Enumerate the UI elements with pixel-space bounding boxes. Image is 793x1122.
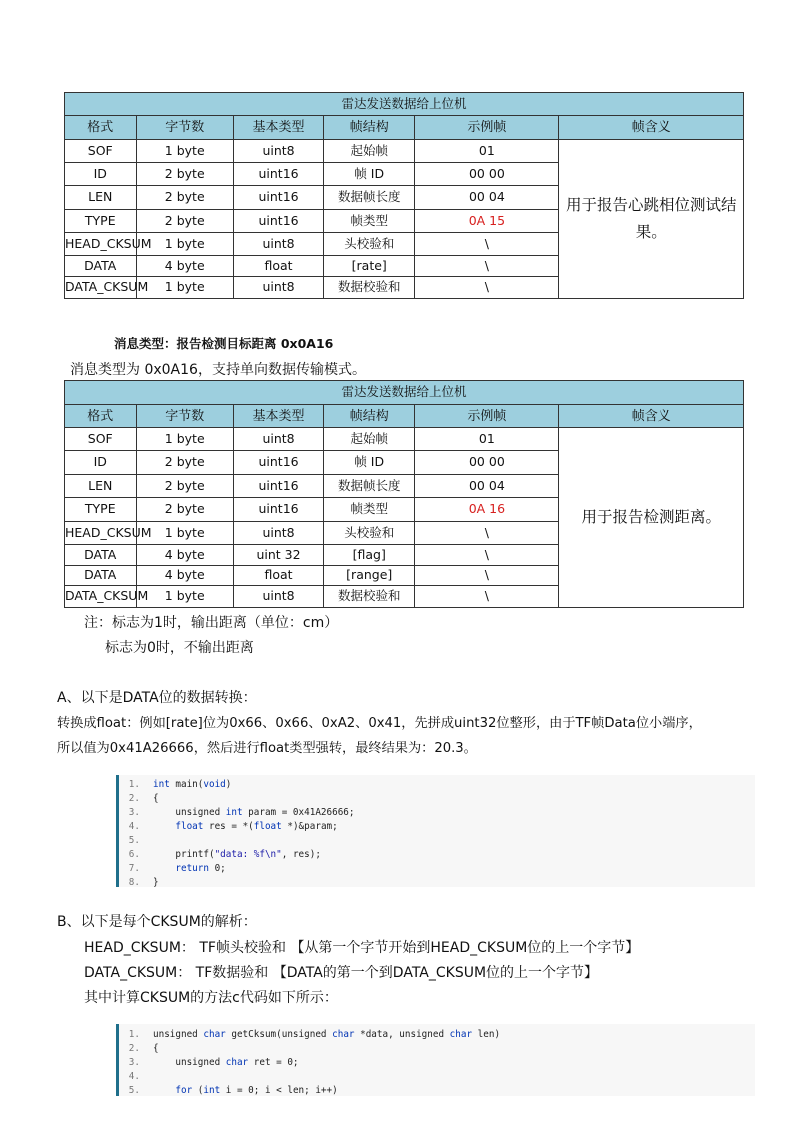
table-cell: \ <box>415 522 559 545</box>
frame-meaning: 用于报告心跳相位测试结果。 <box>559 140 744 299</box>
table-cell: float <box>233 566 323 586</box>
table-cell: 2 byte <box>136 498 233 522</box>
code-line: unsigned char getCksum(unsigned char *data, unsigned char len) <box>153 1029 501 1040</box>
code-line: unsigned char ret = 0; <box>153 1057 299 1068</box>
line-number: 1. <box>128 779 140 790</box>
code-line: } <box>153 877 159 888</box>
section-intro: 消息类型为 0x0A16，支持单向数据传输模式。 <box>70 362 366 378</box>
col-header: 示例帧 <box>415 116 559 140</box>
line-number: 3. <box>128 1057 140 1068</box>
table-cell: uint 32 <box>233 545 323 566</box>
table-cell: 2 byte <box>136 475 233 498</box>
table-cell: uint16 <box>233 186 323 210</box>
table-cell: uint8 <box>233 522 323 545</box>
col-header: 字节数 <box>136 405 233 428</box>
table-cell: 帧类型 <box>324 210 415 233</box>
code-line: return 0; <box>175 863 226 874</box>
table-cell: uint8 <box>233 277 323 299</box>
table-cell: 数据校验和 <box>324 277 415 299</box>
line-number: 5. <box>128 835 140 846</box>
table-cell: uint16 <box>233 498 323 522</box>
table-cell: 1 byte <box>136 586 233 608</box>
code-line: { <box>153 793 159 804</box>
frame-table-distance <box>64 380 744 608</box>
table-cell: 4 byte <box>136 566 233 586</box>
table-cell: float <box>233 256 323 277</box>
note-line: 注：标志为1时，输出距离（单位：cm） <box>84 615 339 631</box>
table-cell: uint16 <box>233 163 323 186</box>
frame-table-heartbeat <box>64 92 744 299</box>
code-line: int main(void) <box>153 779 232 790</box>
col-header: 帧结构 <box>324 405 415 428</box>
table-caption: 雷达发送数据给上位机 <box>65 381 744 405</box>
table-cell: 数据帧长度 <box>324 475 415 498</box>
table-cell: \ <box>415 256 559 277</box>
table-cell: 00 04 <box>415 475 559 498</box>
table-cell: TYPE <box>65 498 137 522</box>
col-header: 帧含义 <box>559 405 744 428</box>
table-cell: DATA <box>65 566 137 586</box>
table-cell: 帧 ID <box>324 451 415 475</box>
col-header: 格式 <box>65 116 137 140</box>
section-title: 消息类型：报告检测目标距离 0x0A16 <box>114 336 334 351</box>
col-header: 格式 <box>65 405 137 428</box>
table-cell: 00 00 <box>415 163 559 186</box>
table-cell: 2 byte <box>136 163 233 186</box>
line-number: 3. <box>128 807 140 818</box>
table-cell: LEN <box>65 186 137 210</box>
table-cell: 01 <box>415 428 559 451</box>
table-cell: 2 byte <box>136 451 233 475</box>
line-number: 6. <box>128 849 140 860</box>
code-block-cksum <box>116 1024 755 1096</box>
table-cell: 2 byte <box>136 210 233 233</box>
code-line: { <box>153 1043 159 1054</box>
table-cell: 1 byte <box>136 277 233 299</box>
table-cell: HEAD_CKSUM <box>65 522 137 545</box>
table-cell: uint16 <box>233 210 323 233</box>
table-cell: [range] <box>324 566 415 586</box>
table-cell: uint8 <box>233 586 323 608</box>
code-line: for (int i = 0; i < len; i++) <box>175 1085 338 1096</box>
table-caption: 雷达发送数据给上位机 <box>65 93 744 116</box>
table-cell: 帧类型 <box>324 498 415 522</box>
table-cell: uint8 <box>233 140 323 163</box>
table-cell: 00 04 <box>415 186 559 210</box>
line-number: 2. <box>128 1043 140 1054</box>
table-cell: 00 00 <box>415 451 559 475</box>
col-header: 字节数 <box>136 116 233 140</box>
table-cell: 1 byte <box>136 428 233 451</box>
line-number: 2. <box>128 793 140 804</box>
section-b-text: 其中计算CKSUM的方法c代码如下所示： <box>84 990 338 1006</box>
table-cell: uint16 <box>233 475 323 498</box>
table-cell: 1 byte <box>136 233 233 256</box>
table-cell: SOF <box>65 140 137 163</box>
table-cell: LEN <box>65 475 137 498</box>
code-block-float-conversion <box>116 775 755 887</box>
table-cell: DATA_CKSUM <box>65 277 137 299</box>
table-cell: 4 byte <box>136 545 233 566</box>
table-cell: 数据帧长度 <box>324 186 415 210</box>
table-cell: \ <box>415 277 559 299</box>
section-a-text: 转换成float：例如[rate]位为0x66、0x66、0xA2、0x41，先拼成uint32位整形，由于TF帧Data位小端序， <box>57 716 702 731</box>
table-cell: 起始帧 <box>324 140 415 163</box>
table-cell: [flag] <box>324 545 415 566</box>
table-cell: \ <box>415 586 559 608</box>
col-header: 基本类型 <box>233 116 323 140</box>
code-line: printf("data: %f\n", res); <box>153 849 321 860</box>
section-b-title: B、以下是每个CKSUM的解析： <box>57 914 257 930</box>
example-frame-highlight: 0A 15 <box>415 210 559 233</box>
table-cell: ID <box>65 163 137 186</box>
table-cell: SOF <box>65 428 137 451</box>
section-b-text: DATA_CKSUM： TF数据验和 【DATA的第一个到DATA_CKSUM位的上一个字节】 <box>84 965 599 981</box>
col-header: 示例帧 <box>415 405 559 428</box>
table-cell: 数据校验和 <box>324 586 415 608</box>
table-cell: uint16 <box>233 451 323 475</box>
line-number: 4. <box>128 821 140 832</box>
table-cell: 2 byte <box>136 186 233 210</box>
table-cell: TYPE <box>65 210 137 233</box>
col-header: 帧含义 <box>559 116 744 140</box>
note-line: 标志为0时，不输出距离 <box>105 640 254 656</box>
table-cell: 01 <box>415 140 559 163</box>
table-cell: 4 byte <box>136 256 233 277</box>
table-cell: \ <box>415 566 559 586</box>
table-cell: DATA <box>65 545 137 566</box>
line-number: 7. <box>128 863 140 874</box>
line-number: 8. <box>128 877 140 888</box>
frame-meaning: 用于报告检测距离。 <box>559 428 744 608</box>
table-cell: ID <box>65 451 137 475</box>
table-cell: DATA <box>65 256 137 277</box>
table-cell: 1 byte <box>136 140 233 163</box>
table-cell: [rate] <box>324 256 415 277</box>
code-line: float res = *(float *)&param; <box>175 821 338 832</box>
table-cell: HEAD_CKSUM <box>65 233 137 256</box>
table-cell: \ <box>415 233 559 256</box>
line-number: 1. <box>128 1029 140 1040</box>
section-a-text: 所以值为0x41A26666，然后进行float类型强转，最终结果为：20.3。 <box>57 741 477 756</box>
table-cell: 头校验和 <box>324 522 415 545</box>
line-number: 4. <box>128 1071 140 1082</box>
col-header: 基本类型 <box>233 405 323 428</box>
section-b-text: HEAD_CKSUM： TF帧头校验和 【从第一个字节开始到HEAD_CKSUM位的上一个字节】 <box>84 940 640 956</box>
table-cell: uint8 <box>233 233 323 256</box>
example-frame-highlight: 0A 16 <box>415 498 559 522</box>
table-cell: 帧 ID <box>324 163 415 186</box>
line-number: 5. <box>128 1085 140 1096</box>
table-cell: \ <box>415 545 559 566</box>
col-header: 帧结构 <box>324 116 415 140</box>
section-a-title: A、以下是DATA位的数据转换： <box>57 690 257 706</box>
table-cell: 起始帧 <box>324 428 415 451</box>
table-cell: 1 byte <box>136 522 233 545</box>
table-cell: 头校验和 <box>324 233 415 256</box>
table-cell: DATA_CKSUM <box>65 586 137 608</box>
code-line: unsigned int param = 0x41A26666; <box>153 807 355 818</box>
table-cell: uint8 <box>233 428 323 451</box>
